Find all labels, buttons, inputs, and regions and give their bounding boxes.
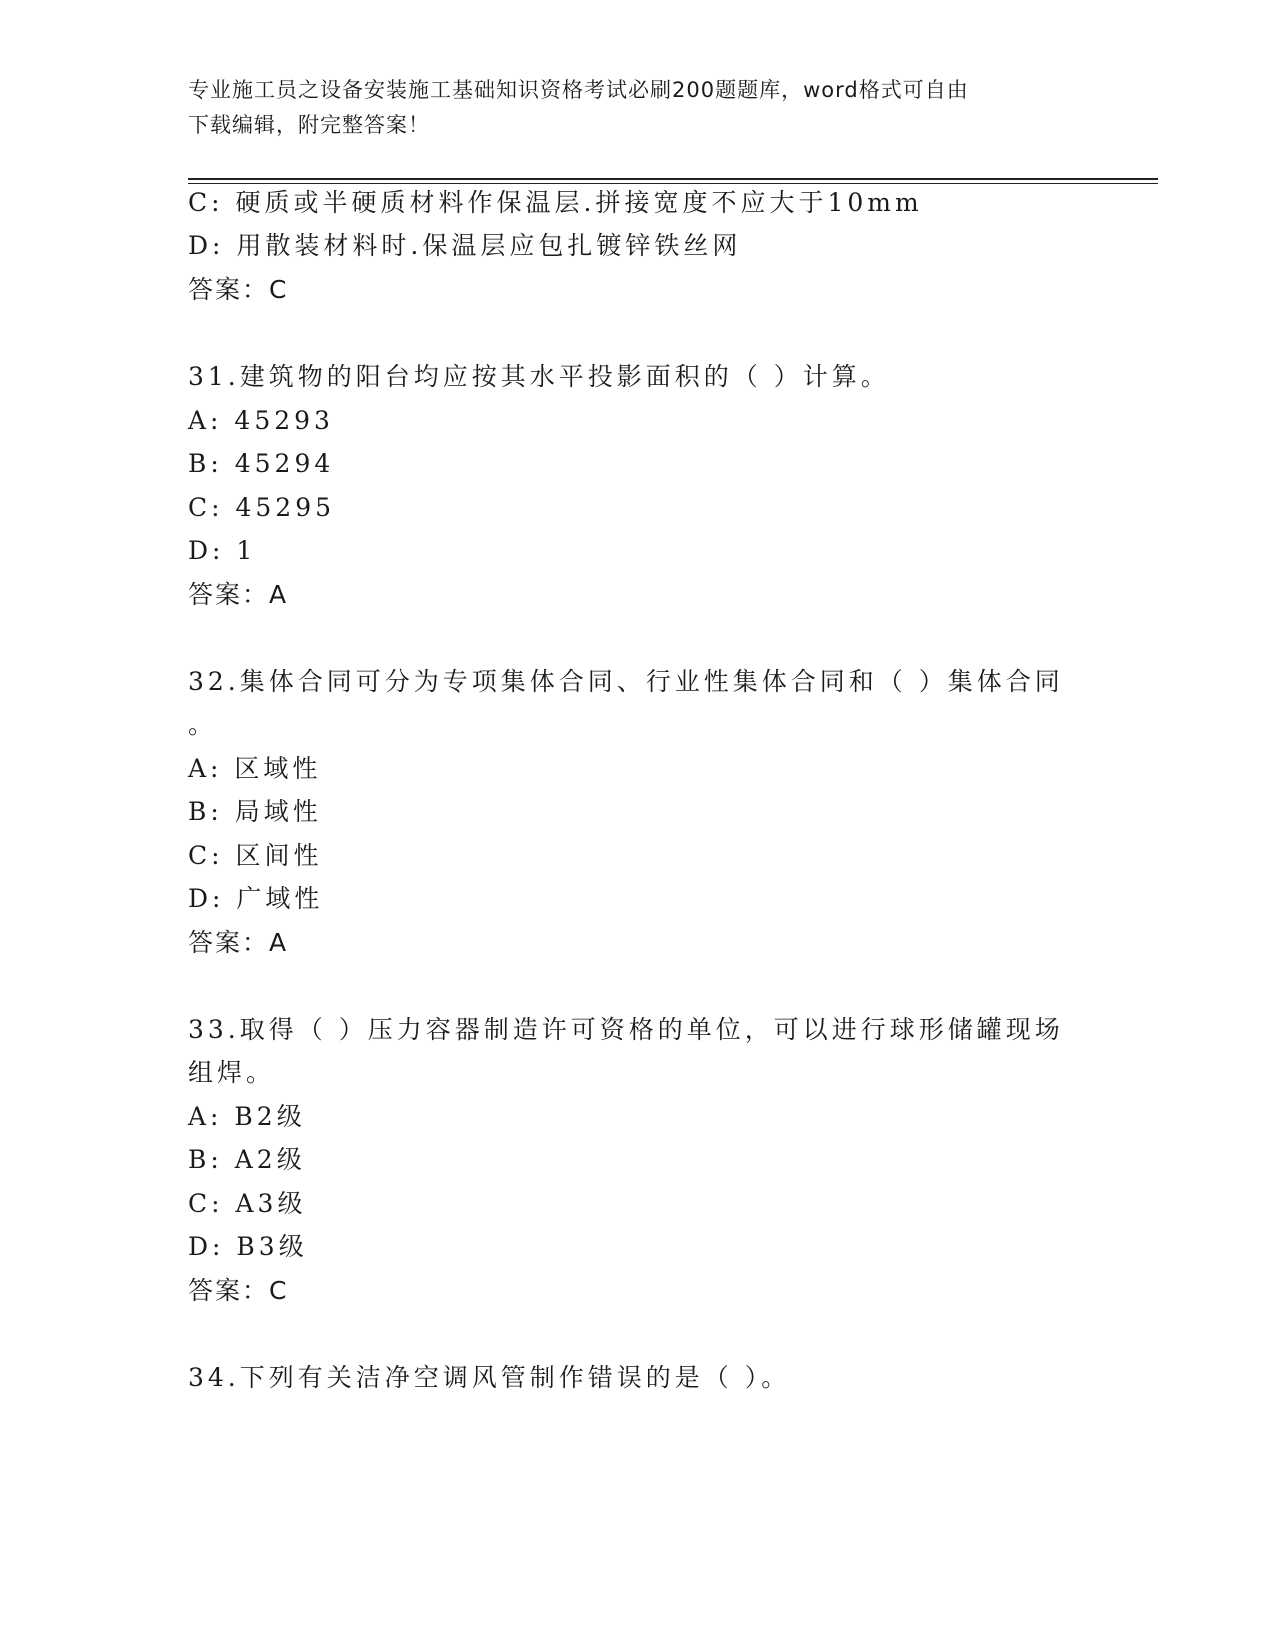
answer-line: 答案：C	[188, 275, 289, 304]
option-b: B: 局域性	[188, 797, 322, 826]
answer-line: 答案：C	[188, 1276, 289, 1305]
header-divider-thin	[188, 183, 1158, 184]
option-c: C: 区间性	[188, 841, 323, 870]
answer-line: 答案：A	[188, 928, 289, 957]
question-34: 34.下列有关洁净空调风管制作错误的是（ ）。	[188, 1363, 791, 1392]
option-d: D: B3级	[188, 1232, 308, 1261]
option-b: B: A2级	[188, 1145, 306, 1174]
option-c: C: A3级	[188, 1189, 307, 1218]
option-c: C: 45295	[188, 493, 336, 522]
question-32: 32.集体合同可分为专项集体合同、行业性集体合同和（ ）集体合同	[188, 667, 1064, 696]
option-a: A: 区域性	[188, 754, 322, 783]
option-a: A: B2级	[188, 1102, 306, 1131]
option-d: D: 1	[188, 536, 257, 565]
option-b: B: 45294	[188, 449, 335, 478]
header-line-2: 下载编辑，附完整答案！	[188, 113, 430, 137]
question-32-continued: 。	[188, 710, 218, 739]
document-header	[188, 73, 1088, 143]
option-c: C: 硬质或半硬质材料作保温层.拼接宽度不应大于10mm	[188, 188, 923, 217]
option-a: A: 45293	[188, 406, 334, 435]
answer-line: 答案：A	[188, 580, 289, 609]
header-line-1: 专业施工员之设备安装施工基础知识资格考试必刷200题题库，word格式可自由	[188, 78, 969, 102]
question-31: 31.建筑物的阳台均应按其水平投影面积的（ ）计算。	[188, 362, 890, 391]
option-d: D: 广域性	[188, 884, 324, 913]
header-divider-thick	[188, 178, 1158, 180]
question-33: 33.取得（ ）压力容器制造许可资格的单位，可以进行球形储罐现场	[188, 1015, 1064, 1044]
option-d: D: 用散装材料时.保温层应包扎镀锌铁丝网	[188, 231, 742, 260]
question-33-continued: 组焊。	[188, 1058, 276, 1087]
